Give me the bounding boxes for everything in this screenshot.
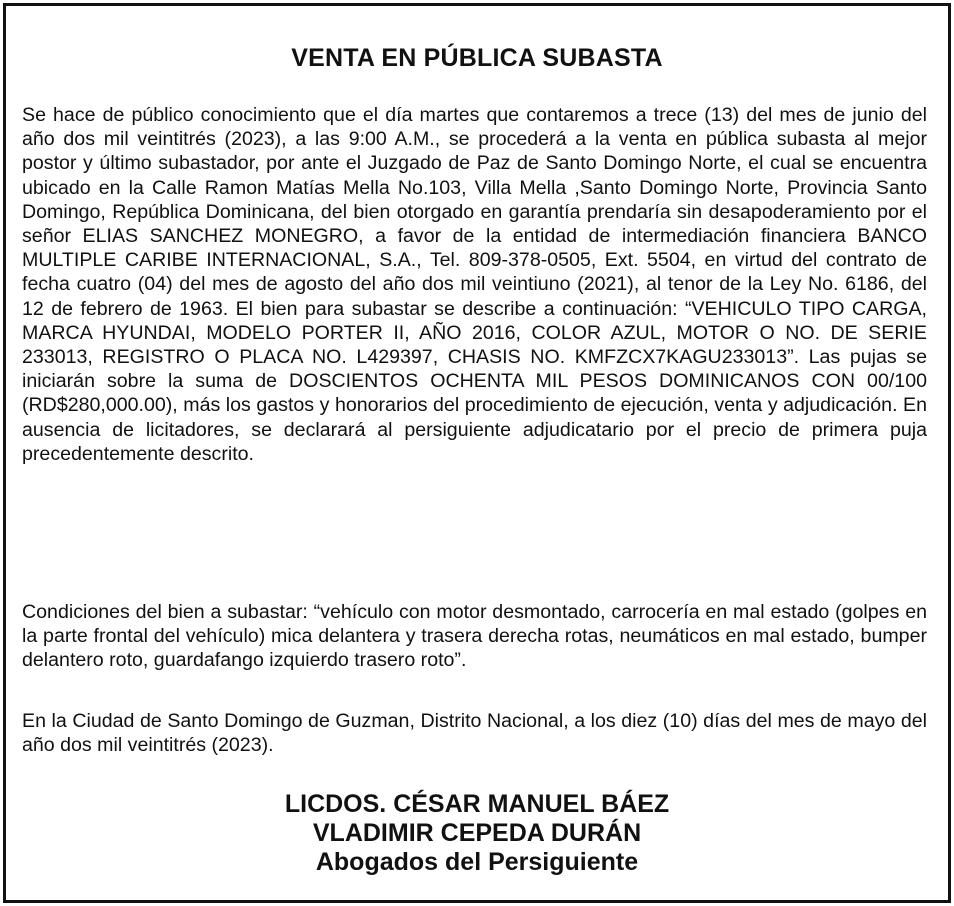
signature-line-1: LICDOS. CÉSAR MANUEL BÁEZ — [284, 790, 670, 818]
notice-title: VENTA EN PÚBLICA SUBASTA — [291, 44, 663, 72]
signature-block — [0, 790, 954, 877]
signature-line-2: VLADIMIR CEPEDA DURÁN — [312, 819, 642, 847]
vehicle-conditions-paragraph: Condiciones del bien a subastar: “vehículo con motor desmontado, carrocería en mal estado (golpes en la parte frontal del vehículo) mica delantera y trasera derecha rotas, neumáticos en mal estado, bumper delantero roto, guardafango izquierdo trasero roto”. — [22, 601, 927, 672]
auction-details-paragraph: Se hace de público conocimiento que el día martes que contaremos a trece (13) del mes de junio del año dos mil veintitrés (2023), a las 9:00 A.M., se procederá a la venta en pública subasta al mejor postor y último subastador, por ante el Juzgado de Paz de Santo Domingo Norte, el cual se encuentra ubicado en la Calle Ramon Matías Mella No.103, Villa Mella ,Santo Domingo Norte, Provincia Santo Domingo, República Dominicana, del bien otorgado en garantía prendaría sin desapoderamiento por el señor ELIAS SANCHEZ MONEGRO, a favor de la entidad de intermediación financiera BANCO MULTIPLE CARIBE INTERNACIONAL, S.A., Tel. 809-378-0505, Ext. 5504, en virtud del contrato de fecha cuatro (04) del mes de agosto del año dos mil veintiuno (2021), al tenor de la Ley No. 6186, del 12 de febrero de 1963. El bien para subastar se describe a continuación: “VEHICULO TIPO CARGA, MARCA HYUNDAI, MODELO PORTER II, AÑO 2016, COLOR AZUL, MOTOR O NO. DE SERIE 233013, REGISTRO O PLACA NO. L429397, CHASIS NO. KMFZCX7KAGU233013”. Las pujas se iniciarán sobre la suma de DOSCIENTOS OCHENTA MIL PESOS DOMINICANOS CON 00/100 (RD$280,000.00), más los gastos y honorarios del procedimiento de ejecución, venta y adjudicación. En ausencia de licitadores, se declarará al persiguiente adjudicatario por el precio de primera puja precedentemente descrito. — [22, 104, 927, 465]
place-date-paragraph: En la Ciudad de Santo Domingo de Guzman, Distrito Nacional, a los diez (10) días del mes de mayo del año dos mil veintitrés (2023). — [22, 710, 927, 757]
signature-line-3: Abogados del Persiguiente — [315, 848, 639, 876]
